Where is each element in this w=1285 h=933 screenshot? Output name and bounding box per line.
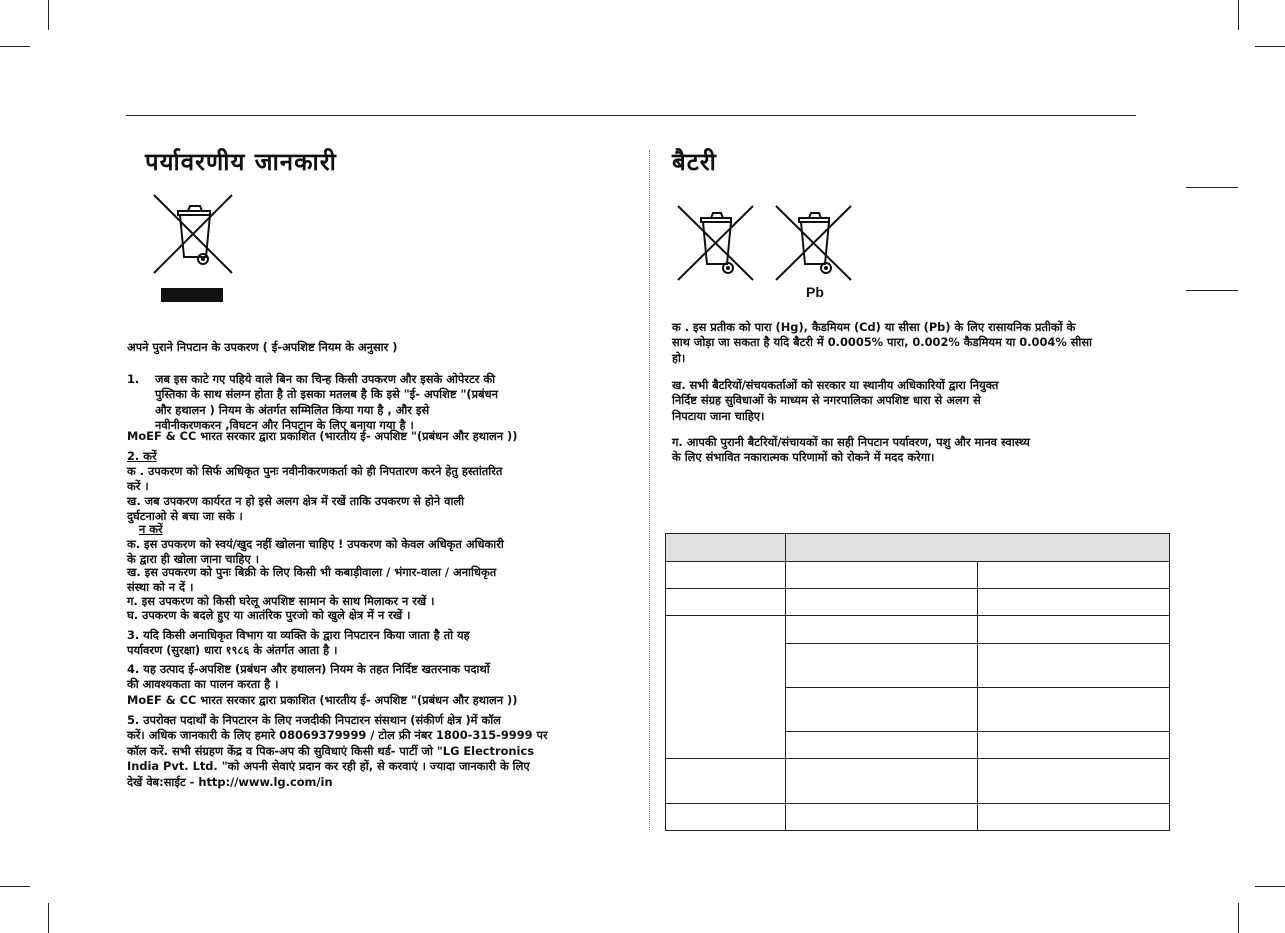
table-cell	[978, 804, 1170, 831]
table-cell	[786, 759, 978, 804]
table-row	[666, 804, 1170, 831]
crop-mark	[1255, 46, 1285, 47]
header-rule	[126, 115, 1136, 116]
paragraph-1-footer: MoEF & CC भारत सरकार द्वारा प्रकाशित (भारतीय ई- अपशिष्ट "(प्रबंधन और हथालन ))	[127, 429, 518, 443]
table-cell	[978, 589, 1170, 616]
battery-paragraph-a: क . इस प्रतीक को पारा (Hg), कैडमियम (Cd) या सीसा (Pb) के लिए रासायनिक प्रतीकों के साथ जोड़ा जा सकता है यदि बैटरी में 0.0005% पारा, 0.002% कैडमियम या 0.004% सीसा हो।	[672, 320, 1092, 365]
crop-mark	[1238, 903, 1239, 933]
paragraph-4: 4. यह उत्पाद ई-अपशिष्ट (प्रबंधन और हथालन) नियम के तहत निर्दिष्ट खतरनाक पदार्थो की आवश्यकता का पालन करता है । MoEF & CC भारत सरकार द्वारा प्रकाशित (भारतीय ई- अपशिष्ट "(प्रबंधन और हथालन ))	[127, 662, 518, 707]
table-cell	[978, 562, 1170, 589]
crop-mark	[1238, 0, 1239, 30]
crop-mark	[48, 0, 49, 30]
table-cell	[786, 616, 978, 644]
battery-paragraph-c: ग. आपकी पुरानी बैटरियों/संचायकों का सही निपटान पर्यावरण, पशु और मानव स्वास्थ्य के लिए संभावित नकारात्मक परिणामों को रोकने में मदद करेगा।	[672, 435, 1030, 465]
dos-item: ख. जब उपकरण कार्यरत न हो इसे अलग क्षेत्र में रखें ताकि उपकरण से होने वाली दुर्घटनाओ से बचा जा सके ।	[127, 494, 465, 524]
table-cell	[786, 534, 1170, 562]
table-cell	[978, 644, 1170, 688]
table-cell	[786, 589, 978, 616]
table-header-row	[666, 534, 1170, 562]
table-cell	[786, 804, 978, 831]
table-cell	[666, 804, 786, 831]
donts-item: ग. इस उपकरण को किसी घरेलू अपशिष्ट सामान के साथ मिलाकर न रखें ।	[127, 594, 435, 608]
side-tab-line	[1186, 187, 1238, 188]
crossed-bin-pb-icon	[773, 204, 853, 282]
pb-label: Pb	[806, 284, 824, 300]
paragraph-3: 3. यदि किसी अनाधिकृत विभाग या व्यक्ति के द्वारा निपटारन किया जाता है तो यह पर्यावरण (सुरक्षा) धारा १९८६ के अंतर्गत आता है ।	[127, 628, 470, 658]
paragraph-1: जब इस काटे गए पहिये वाले बिन का चिन्ह किसी उपकरण और इसके ओपेरटर की पुस्तिका के साथ संलग्न होता है तो इसका मतलब है कि इसे "ई- अपशिष्ट "(प्रबंधन और हथालन ) नियम के अंतर्गत सम्मिलित किया गया है , और इसे नवीनीकरणकरन ,विघटन और निपटान के लिए बनाया गया है ।	[155, 372, 498, 433]
paragraph-5: 5. उपरोक्त पदार्थों के निपटारन के लिए नजदीकी निपटारन संसथान (संकीर्ण क्षेत्र )में कॉल करें। अधिक जानकारी के लिए हमारे 08069379999 / टोल फ्री नंबर 1800-315-9999 पर कॉल करें. सभी संग्रहण केंद्र व पिक-अप की सुविधाएं किसी थर्ड- पार्टी जो "LG Electronics India Pvt. Ltd. "को अपनी सेवाएं प्रदान कर रही हों, से करवाएं । ज्यादा जानकारी के लिए देखें वेब:साईट - http://www.lg.com/in	[127, 713, 548, 789]
table-cell	[666, 589, 786, 616]
donts-item: ख. इस उपकरण को पुनः बिक्री के लिए किसी भी कबाड़ीवाला / भंगार-वाला / अनाधिकृत संस्था को न दें ।	[127, 565, 497, 595]
black-bar	[161, 288, 223, 302]
table-cell	[666, 534, 786, 562]
page-title: पर्यावरणीय जानकारी	[145, 148, 337, 176]
crop-mark	[1255, 886, 1285, 887]
donts-item: घ. उपकरण के बदले हुए या आतंरिक पुरजो को खुले क्षेत्र में न रखें ।	[127, 608, 411, 622]
crop-mark	[0, 46, 30, 47]
table-row	[666, 589, 1170, 616]
table-cell	[786, 562, 978, 589]
crop-mark	[0, 886, 30, 887]
battery-paragraph-b: ख. सभी बैटरियों/संचयकर्ताओं को सरकार या स्थानीय अधिकारियों द्वारा नियुक्त निर्दिष्ट संग्रह सुविधाओं के माध्यम से नगरपालिका अपशिष्ट धारा से अलग से निपटाया जाना चाहिए।	[672, 378, 999, 423]
table-cell	[666, 562, 786, 589]
table-row	[666, 759, 1170, 804]
table-cell	[786, 644, 978, 688]
side-tab-line	[1186, 290, 1238, 291]
subtitle: अपने पुराने निपटान के उपकरण ( ई-अपशिष्ट नियम के अनुसार )	[127, 340, 398, 354]
dos-heading: 2. करें	[127, 449, 157, 463]
donts-item: क. इस उपकरण को स्वयं/खुद नहीं खोलना चाहिए ! उपकरण को केवल अधिकृत अधिकारी के द्वारा ही खोला जाना चाहिए ।	[127, 537, 504, 567]
table-cell	[666, 616, 786, 759]
column-divider	[649, 150, 650, 830]
table-cell	[978, 616, 1170, 644]
table-row	[666, 616, 1170, 644]
table-cell	[978, 759, 1170, 804]
crossed-bin-icon	[150, 193, 234, 275]
crop-mark	[48, 903, 49, 933]
dos-item: क . उपकरण को सिर्फ अधिकृत पुनः नवीनीकरणकर्ता को ही निपतारण करने हेतु हस्तांतरित करें ।	[127, 464, 503, 494]
paragraph-number: 1.	[127, 372, 140, 386]
table-cell	[786, 732, 978, 759]
section-title: बैटरी	[672, 148, 717, 176]
table-cell	[978, 688, 1170, 732]
table-cell	[786, 688, 978, 732]
donts-heading: न करें	[139, 522, 163, 536]
table-row	[666, 562, 1170, 589]
substances-table	[665, 533, 1170, 831]
table-cell	[978, 732, 1170, 759]
crossed-bin-icon	[675, 204, 755, 282]
table-cell	[666, 759, 786, 804]
